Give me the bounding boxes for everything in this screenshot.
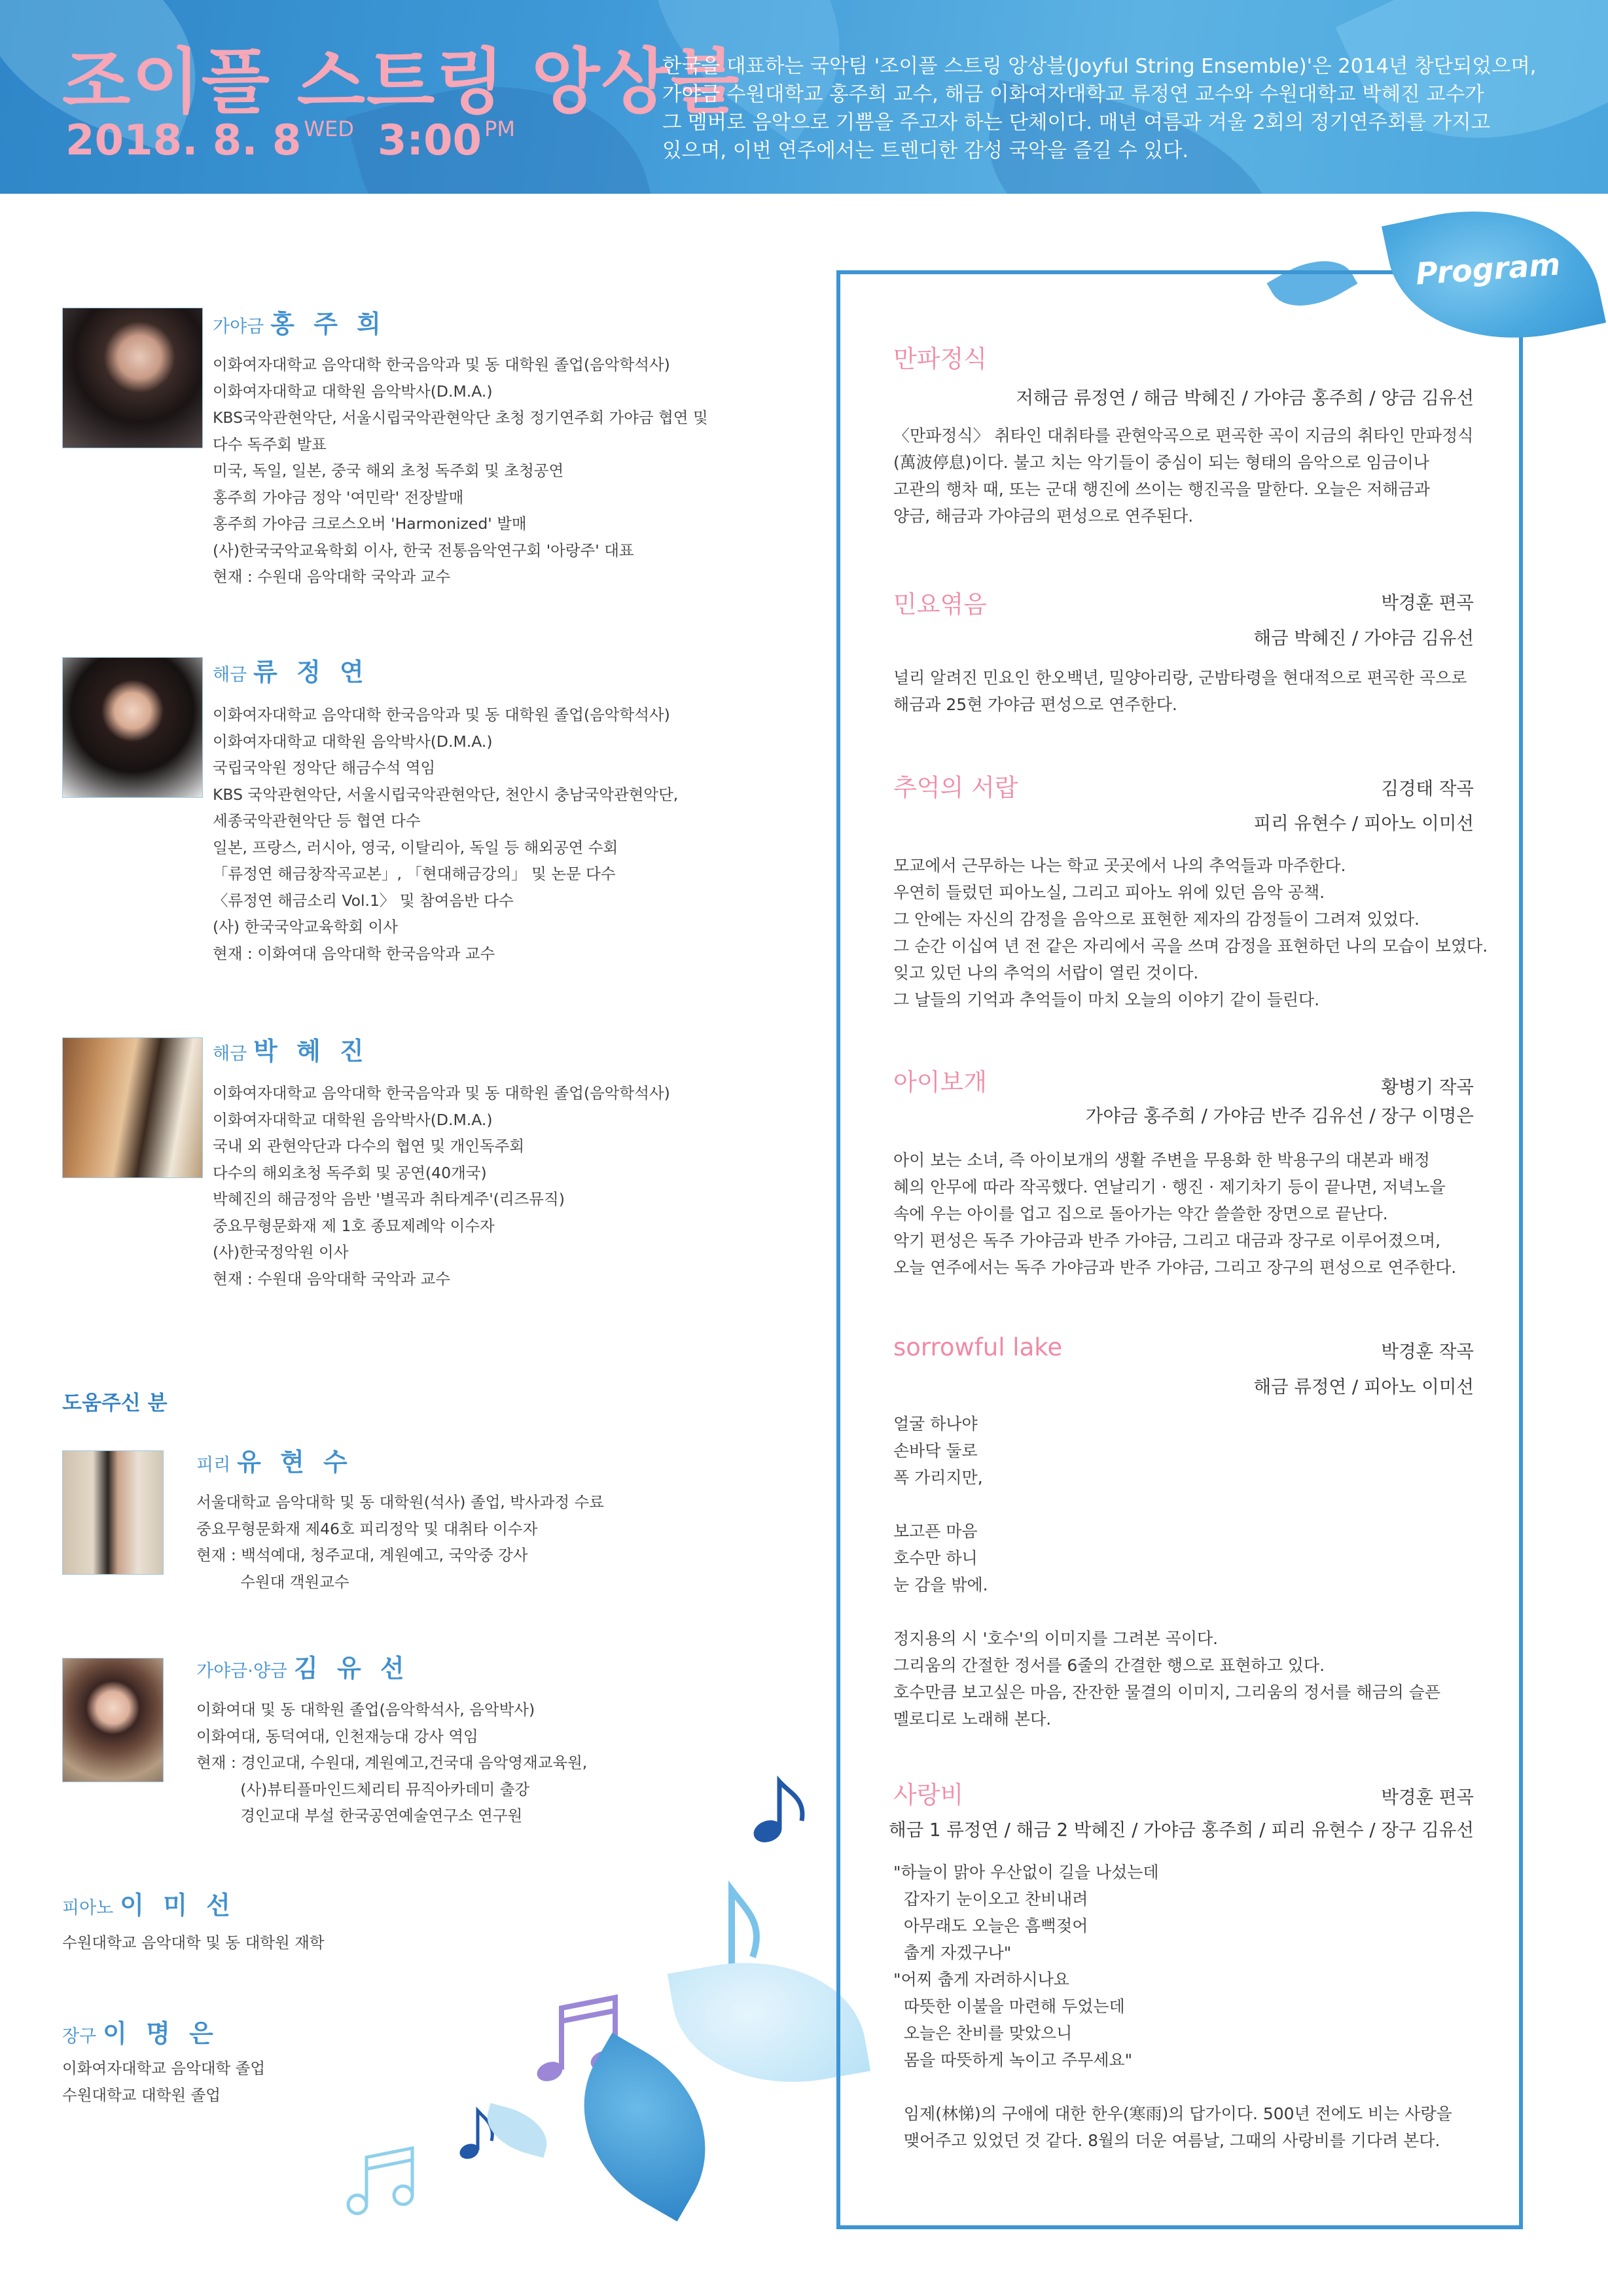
guest-name-lee-miseon [62,1885,236,1921]
piece-performers: 해금 1 류정연 / 해금 2 박혜진 / 가야금 홍주희 / 피리 유현수 / 장구 김유선 [889,1820,1474,1840]
member-name: 박 혜 진 [253,1037,369,1066]
piece-title: 만파정식 [893,345,987,373]
concert-time: 3:00 [377,117,482,165]
beamed-notes-icon [340,2140,425,2219]
guest-name: 이 명 은 [103,2019,219,2048]
member-bio-ryu: 이화여자대학교 음악대학 한국음악과 및 동 대학원 졸업(음악학석사) 이화여자대학교 대학원 음악박사(D.M.A.) 국립국악원 정악단 해금수석 역임 KBS 국악관현악단, 서울시립국악관현악단, 천안시 충남국악관현악단, 세종국악관현악단 등 협연 다수 일본, 프랑스, 러시아, 영국, 이탈리아, 독일 등 해외공연 수회 「류정연 해금창작곡교본」, 「현대해금강의」 및 논문 다수 〈류정연 해금소리 Vol.1〉 및 참여음반 다수 (사) 한국국악교육학회 이사 현재 : 이화여대 음악대학 한국음악과 교수 [213,706,679,963]
guest-name-yoo [196,1442,353,1478]
guest-bio-yoo: 서울대학교 음악대학 및 동 대학원(석사) 졸업, 박사과정 수료 중요무형문화재 제46호 피리정악 및 대취타 이수자 현재 : 백석예대, 청주교대, 계원예고, 국악중 강사 수원대 객원교수 [196,1493,604,1591]
member-name: 홍 주 희 [270,310,386,338]
guests-heading: 도움주신 분 [62,1391,168,1415]
piece-description: "하늘이 맑아 우산없이 길을 나섰는데 갑자기 눈이오고 찬비내려 아무래도 오늘은 흠뻑젖어 춥게 자겠구나" "어찌 춥게 자려하시나요 따뜻한 이불을 마련해 두었는데 오늘은 찬비를 맞았으니 몸을 따뜻하게 녹이고 주무세요" 임제(林悌)의 구애에 대한 한우(寒雨)의 답가이다. 500년 전에도 비는 사랑을 맺어주고 있었던 것 같다. 8월의 더운 여름날, 그때의 사랑비를 기다려 본다. [893,1863,1452,2150]
piece-performers: 저해금 류정연 / 해금 박혜진 / 가야금 홍주희 / 양금 김유선 [1016,387,1474,408]
member-role: 해금 [213,665,247,685]
piece-description: 〈만파정식〉 취타인 대취타를 관현악곡으로 편곡한 곡이 지금의 취타인 만파정식 (萬波停息)이다. 불고 치는 악기들이 중심이 되는 형태의 음악으로 임금이나 고관의 행차 때, 또는 군대 행진에 쓰이는 행진곡을 말한다. 오늘은 저해금과 양금, 해금과 가야금의 편성으로 연주된다. [893,426,1474,526]
concert-datetime [65,117,515,165]
guest-name: 유 현 수 [237,1448,353,1477]
program-label: Program [1414,246,1562,292]
guest-role: 피아노 [62,1898,114,1918]
piece-title: 아이보개 [893,1068,987,1096]
guest-photo-kim [62,1658,164,1782]
member-name-ryu [213,652,369,688]
member-name: 류 정 연 [253,658,369,687]
eighth-note-icon [749,1774,815,1846]
member-name-hong [213,304,386,340]
guest-bio-lee-myeongeun: 이화여자대학교 음악대학 졸업 수원대학교 대학원 졸업 [62,2059,266,2104]
guest-name-kim [196,1648,410,1684]
piece-composer: 박경훈 작곡 [1381,1341,1474,1362]
piece-performers: 해금 류정연 / 피아노 이미선 [1253,1376,1474,1397]
piece-description: 널리 알려진 민요인 한오백년, 밀양아리랑, 군밤타령을 현대적으로 편곡한 곡으로 해금과 25현 가야금 편성으로 연주한다. [893,668,1467,714]
guest-name: 김 유 선 [294,1654,410,1683]
member-photo-park [62,1037,203,1178]
piece-description: 아이 보는 소녀, 즉 아이보개의 생활 주변을 무용화 한 박용구의 대본과 배정 혜의 안무에 따라 작곡했다. 연날리기 · 행진 · 제기차기 등이 끝나면, 저녁노을 속에 우는 아이를 업고 집으로 돌아가는 약간 쓸쓸한 장면으로 끝난다. 악기 편성은 독주 가야금과 반주 가야금, 그리고 대금과 장구로 이루어졌으며, 오늘 연주에서는 독주 가야금과 반주 가야금, 그리고 장구의 편성으로 연주한다. [893,1151,1457,1277]
guest-bio-lee-miseon: 수원대학교 음악대학 및 동 대학원 재학 [62,1933,325,1952]
piece-performers: 해금 박혜진 / 가야금 김유선 [1253,628,1474,649]
member-role: 가야금 [213,317,264,337]
header-banner [0,0,1608,194]
member-photo-ryu [62,657,203,798]
piece-performers: 가야금 홍주희 / 가야금 반주 김유선 / 장구 이명은 [1085,1105,1474,1126]
piece-title: 사랑비 [893,1781,964,1809]
guest-role: 장구 [62,2026,97,2047]
guest-photo-yoo [62,1450,164,1575]
member-name-park [213,1031,369,1067]
piece-description: 모교에서 근무하는 나는 학교 곳곳에서 나의 추억들과 마주한다. 우연히 들렀던 피아노실, 그리고 피아노 위에 있던 음악 공책. 그 안에는 자신의 감정을 음악으로 표현한 제자의 감정들이 그려져 있었다. 그 순간 이십여 년 전 같은 자리에서 곡을 쓰며 감정을 표현하던 나의 모습이 보였다. 잊고 있던 나의 추억의 서랍이 열린 것이다. 그 날들의 기억과 추억들이 마치 오늘의 이야기 같이 들린다. [893,856,1488,1009]
concert-title: 조이플 스트링 앙상블 [62,41,741,123]
member-photo-hong [62,308,203,448]
member-role: 해금 [213,1044,247,1064]
guest-role: 피리 [196,1455,231,1475]
piece-title: sorrowful lake [893,1333,1063,1361]
concert-weekday: WED [304,117,354,141]
member-bio-hong: 이화여자대학교 음악대학 한국음악과 및 동 대학원 졸업(음악학석사) 이화여자대학교 대학원 음악박사(D.M.A.) KBS국악관현악단, 서울시립국악관현악단 초청 정기연주회 가야금 협연 및 다수 독주회 발표 미국, 독일, 일본, 중국 해외 초청 독주회 및 초청공연 홍주희 가야금 정악 '여민락' 전장발매 홍주희 가야금 크로스오버 'Harmonized' 발매 (사)한국국악교육학회 이사, 한국 전통음악연구회 '아랑주' 대표 현재 : 수원대 음악대학 국악과 교수 [213,355,708,586]
guest-role: 가야금·양금 [196,1661,287,1681]
piece-composer: 박경훈 편곡 [1381,1787,1474,1808]
concert-ampm: PM [484,117,515,141]
piece-description: 얼굴 하나야 손바닥 둘로 폭 가리지만, 보고픈 마음 호수만 하니 눈 감을 밖에. 정지용의 시 '호수'의 이미지를 그려본 곡이다. 그리움의 간절한 정서를 6줄의 간결한 행으로 표현하고 있다. 호수만큼 보고싶은 마음, 잔잔한 물결의 이미지, 그리움의 정서를 해금의 슬픈 멜로디로 노래해 본다. [893,1414,1441,1729]
guest-bio-kim: 이화여대 및 동 대학원 졸업(음악학석사, 음악박사) 이화여대, 동덕여대, 인천재능대 강사 역임 현재 : 경인교대, 수원대, 계원예고,건국대 음악영재교육원, (사)뷰티플마인드체리티 뮤직아카데미 출강 경인교대 부설 한국공연예술연구소 연구원 [196,1700,588,1825]
piece-performers: 피리 유현수 / 피아노 이미선 [1253,813,1474,834]
piece-composer: 김경태 작곡 [1381,778,1474,799]
piece-title: 민요엮음 [893,590,987,619]
piece-composer: 황병기 작곡 [1381,1077,1474,1098]
piece-title: 추억의 서랍 [893,774,1018,802]
concert-date: 2018. 8. 8 [65,117,302,165]
ensemble-intro: 한국을 대표하는 국악팀 '조이플 스트링 앙상블(Joyful String Ensemble)'은 2014년 창단되었으며, 가야금 수원대학교 홍주희 교수, 해금 이화여자대학교 류정연 교수와 수원대학교 박혜진 교수가 그 멤버로 음악으로 기쁨을 주고자 하는 단체이다. 매년 여름과 겨울 2회의 정기연주회를 가지고 있으며, 이번 연주에서는 트렌디한 감성 국악을 즐길 수 있다. [662,55,1537,162]
guest-name: 이 미 선 [120,1891,236,1920]
guest-name-lee-myeongeun [62,2013,219,2049]
member-bio-park: 이화여자대학교 음악대학 한국음악과 및 동 대학원 졸업(음악학석사) 이화여자대학교 대학원 음악박사(D.M.A.) 국내 외 관현악단과 다수의 협연 및 개인독주회 다수의 해외초청 독주회 및 공연(40개국) 박혜진의 해금정악 음반 '별곡과 취타계주'(리즈뮤직) 중요무형문화재 제 1호 종묘제례악 이수자 (사)한국정악원 이사 현재 : 수원대 음악대학 국악과 교수 [213,1084,670,1288]
piece-composer: 박경훈 편곡 [1381,592,1474,613]
